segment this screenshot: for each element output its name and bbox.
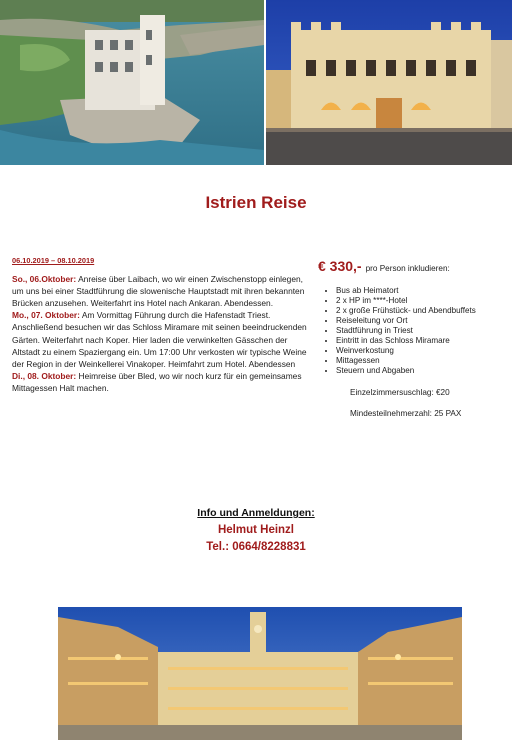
list-item: • Stadtführung in Triest (336, 326, 512, 336)
min-participants: Mindesteilnehmerzahl: 25 PAX (350, 409, 462, 418)
price-row (318, 258, 512, 274)
price-amount: € 330,- (318, 258, 362, 274)
contact-heading: Info und Anmeldungen: (197, 507, 315, 519)
day-label: Di., 08. Oktober: (12, 370, 77, 381)
contact-phone: Tel.: 0664/8228831 (206, 541, 306, 553)
single-supplement: Einzelzimmersuschlag: €20 (350, 388, 450, 397)
price-section (318, 258, 512, 418)
price-text: pro Person inkludieren: (365, 264, 450, 273)
list-item: • 2 x große Frühstück- und Abendbuffets (336, 306, 512, 316)
day-text: Am Vormittag Führung durch die Hafenstadt Triest. Anschließend besuchen wir das Schloss Miramare mit seinen beeindruckenden Gärten. Weiterfahrt nach Koper. Hier laden die verwinkelten Gässchen der Altstadt zu einem Spaziergang ein. Um 17:00 Uhr verkosten wir typische Weine der Region in der Weinkellerei Vinakoper. Heimfahrt zum Hotel. Abendessen (12, 310, 307, 369)
trieste-square-photo (58, 607, 462, 740)
list-item: • Weinverkostung (336, 346, 512, 356)
contact-name: Helmut Heinzl (217, 524, 295, 536)
list-item: • Bus ab Heimatort (336, 286, 512, 296)
travel-dates: 06.10.2019 – 08.10.2019 (12, 256, 95, 265)
list-item: • Reiseleitung vor Ort (336, 316, 512, 326)
list-item: • Mittagessen (336, 356, 512, 366)
list-item: • Steuern und Abgaben (336, 366, 512, 376)
day-text: Anreise über Laibach, wo wir einen Zwischenstopp einlegen, um uns bei einer Stadtführung die slowenische Hauptstadt mit ihren bekannten Brücken anzusehen. Weiterfahrt ins Hotel nach Ankaran. Abendessen. (12, 274, 305, 309)
list-item: • Eintritt in das Schloss Miramare (336, 336, 512, 346)
itinerary-day (12, 370, 308, 394)
koper-palace-photo (266, 0, 512, 165)
list-item: • 2 x HP im ****-Hotel (336, 296, 512, 306)
day-label: Mo., 07. Oktober: (12, 310, 80, 321)
contact-block (0, 507, 512, 553)
itinerary-section (12, 255, 308, 394)
day-label: So., 06.Oktober: (12, 274, 77, 285)
day-text: Heimreise über Bled, wo wir noch kurz für ein gemeinsames Mittagessen Halt machen. (12, 370, 302, 393)
included-list (318, 286, 512, 376)
itinerary-day (12, 273, 308, 309)
page-title: Istrien Reise (205, 193, 307, 212)
itinerary-day (12, 309, 308, 369)
miramare-castle-photo (0, 0, 264, 165)
